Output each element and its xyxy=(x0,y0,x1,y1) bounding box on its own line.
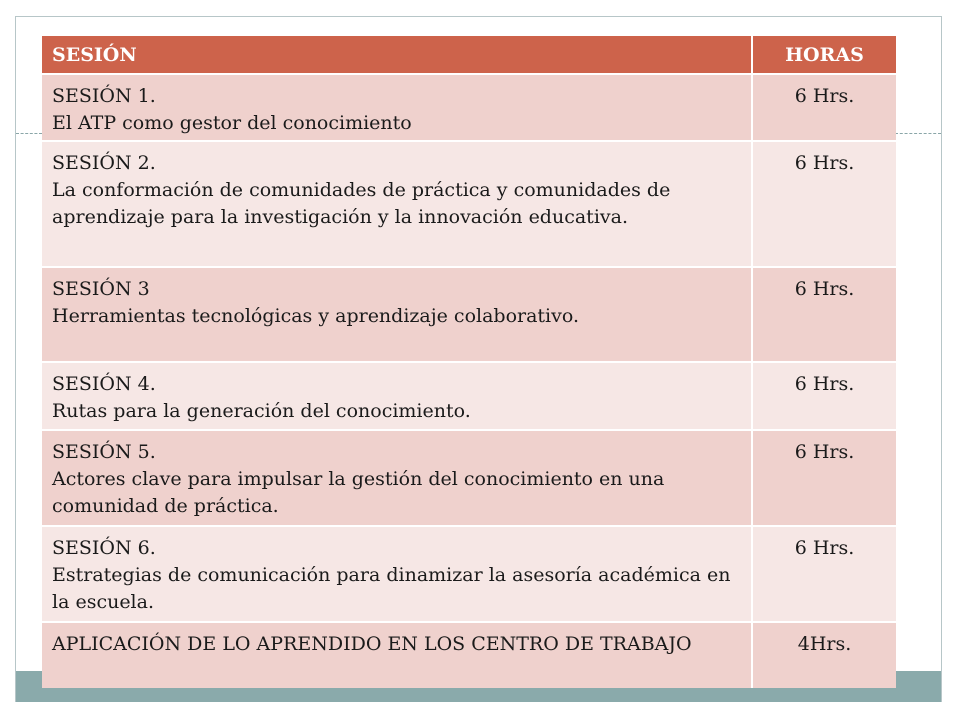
session-title: APLICACIÓN DE LO APRENDIDO EN LOS CENTRO DE TRABAJO xyxy=(52,633,692,655)
table-row-session-3 xyxy=(42,267,896,362)
session-title: SESIÓN 3 xyxy=(52,278,150,300)
session-title: SESIÓN 4. xyxy=(52,373,156,395)
decorative-dashed-line-left xyxy=(16,133,42,134)
session-cell xyxy=(42,526,752,622)
session-hours: 6 Hrs. xyxy=(752,430,896,526)
session-title: SESIÓN 2. xyxy=(52,152,156,174)
session-cell xyxy=(42,622,752,688)
session-title: SESIÓN 6. xyxy=(52,537,156,559)
table-row-session-5 xyxy=(42,430,896,526)
session-hours: 6 Hrs. xyxy=(752,141,896,267)
table-row-session-6 xyxy=(42,526,896,622)
header-session: SESIÓN xyxy=(42,36,752,74)
table-row-application xyxy=(42,622,896,688)
session-hours: 6 Hrs. xyxy=(752,267,896,362)
header-hours: HORAS xyxy=(752,36,896,74)
session-cell xyxy=(42,430,752,526)
table-row-session-2 xyxy=(42,141,896,267)
table-row-session-1 xyxy=(42,74,896,141)
session-title: SESIÓN 5. xyxy=(52,441,156,463)
sessions-table xyxy=(42,36,896,688)
session-cell xyxy=(42,267,752,362)
session-hours: 4Hrs. xyxy=(752,622,896,688)
session-title: SESIÓN 1. xyxy=(52,85,156,107)
session-description: Estrategias de comunicación para dinamizar la asesoría académica en la escuela. xyxy=(52,564,731,613)
session-description: Herramientas tecnológicas y aprendizaje colaborativo. xyxy=(52,305,580,327)
session-hours: 6 Hrs. xyxy=(752,362,896,430)
session-description: Actores clave para impulsar la gestión del conocimiento en una comunidad de práctica. xyxy=(52,468,665,517)
session-hours: 6 Hrs. xyxy=(752,526,896,622)
decorative-dashed-line-right xyxy=(895,133,941,134)
table-header-row xyxy=(42,36,896,74)
session-cell xyxy=(42,74,752,141)
session-description: Rutas para la generación del conocimiento. xyxy=(52,400,471,422)
session-cell xyxy=(42,141,752,267)
table-row-session-4 xyxy=(42,362,896,430)
session-cell xyxy=(42,362,752,430)
session-hours: 6 Hrs. xyxy=(752,74,896,141)
session-description: El ATP como gestor del conocimiento xyxy=(52,112,412,134)
session-description: La conformación de comunidades de práctica y comunidades de aprendizaje para la investigación y la innovación educativa. xyxy=(52,179,671,228)
